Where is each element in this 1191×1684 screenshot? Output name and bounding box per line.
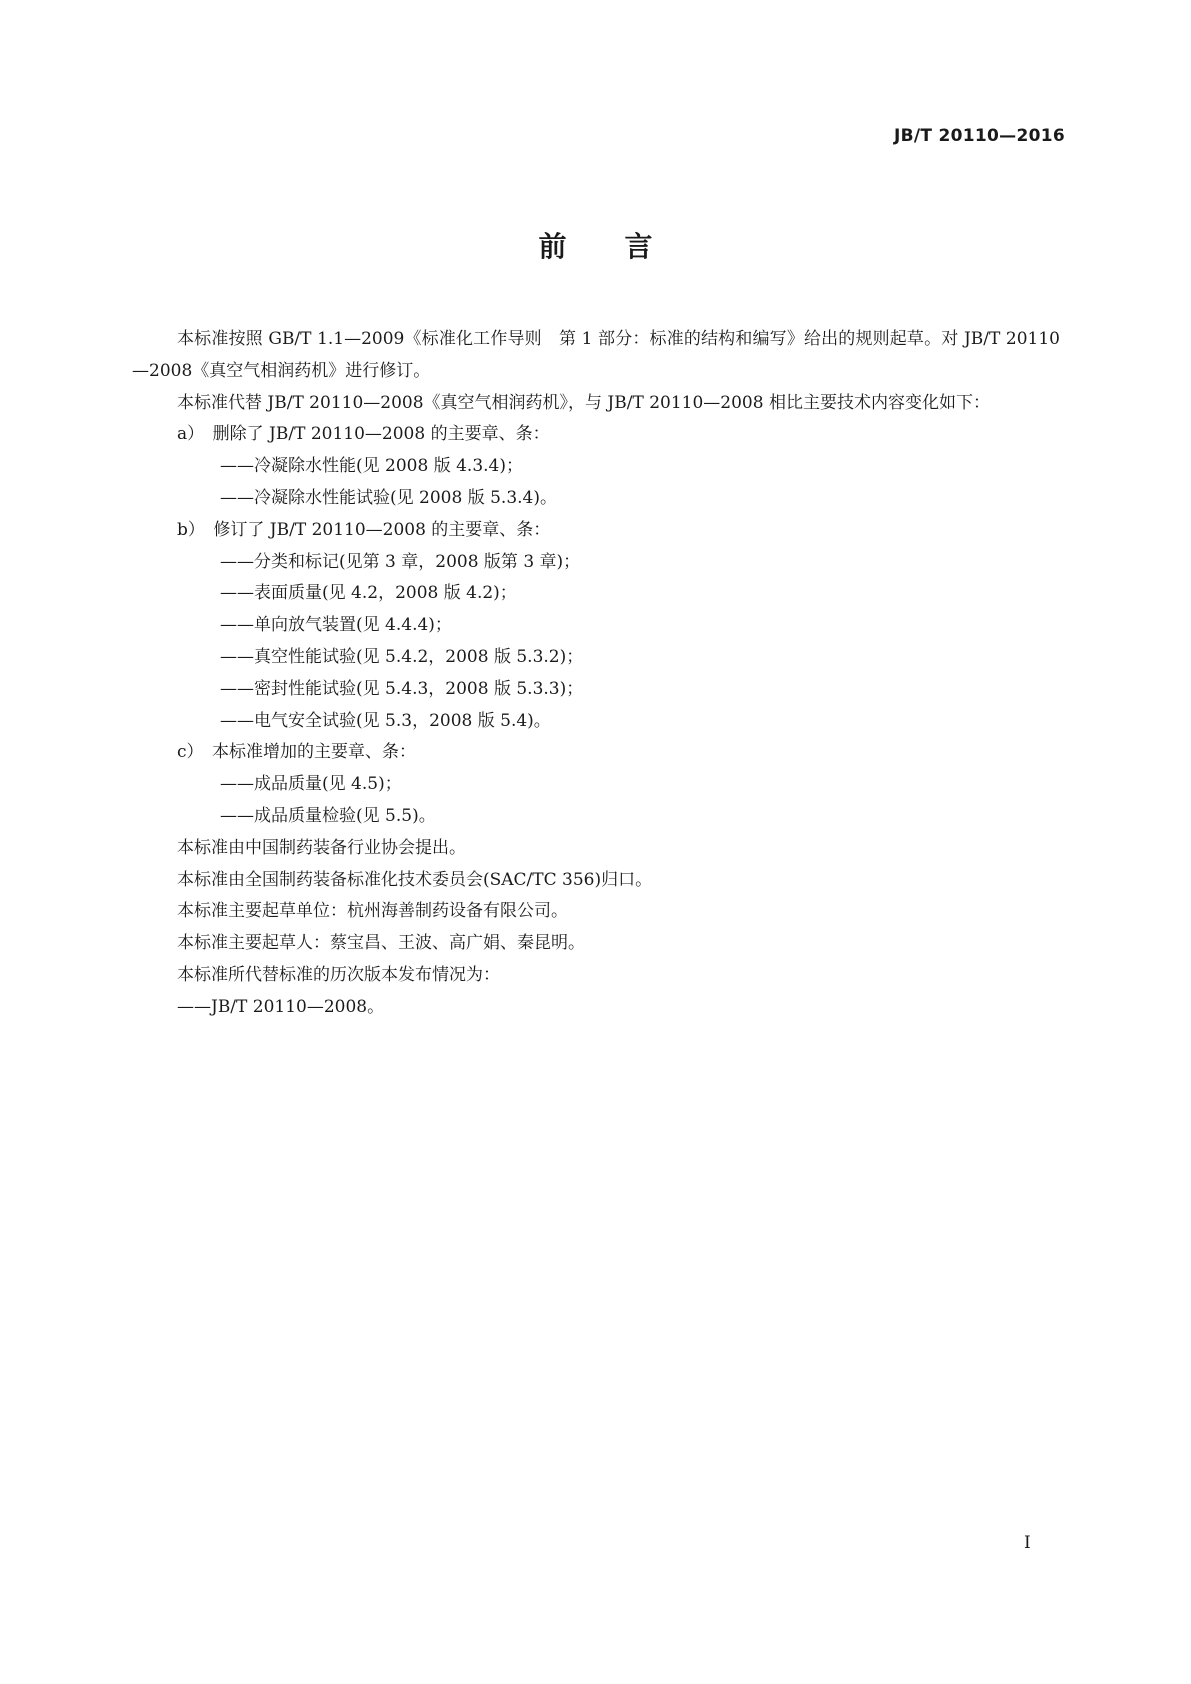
paragraph-replaces: 本标准代替 JB/T 20110—2008《真空气相润药机》，与 JB/T 20110—2008 相比主要技术内容变化如下： xyxy=(177,392,990,413)
paragraph-drafting-rules: 本标准按照 GB/T 1.1—2009《标准化工作导则 第 1 部分：标准的结构和编写》给出的规则起草。对 JB/T 20110—2008《真空气相润药机》进行修订。 xyxy=(132,329,1060,381)
standard-code: JB/T 20110—2016 xyxy=(894,126,1065,146)
list-item: ——冷凝除水性能试验(见 2008 版 5.3.4)。 xyxy=(220,487,557,508)
list-item: ——表面质量(见 4.2，2008 版 4.2)； xyxy=(220,583,517,604)
list-heading-c: c） 本标准增加的主要章、条： xyxy=(177,742,417,763)
list-item: ——成品质量(见 4.5)； xyxy=(220,774,402,795)
page-number: I xyxy=(1024,1533,1031,1553)
paragraph-history: 本标准所代替标准的历次版本发布情况为： xyxy=(177,964,500,985)
list-item: ——单向放气装置(见 4.4.4)； xyxy=(220,615,452,636)
paragraph-drafters: 本标准主要起草人：蔡宝昌、王波、高广娟、秦昆明。 xyxy=(177,933,585,954)
list-item: ——分类和标记(见第 3 章，2008 版第 3 章)； xyxy=(220,551,581,572)
list-item: ——JB/T 20110—2008。 xyxy=(177,996,385,1017)
list-heading-a: a） 删除了 JB/T 20110—2008 的主要章、条： xyxy=(177,424,550,445)
paragraph-committee: 本标准由全国制药装备标准化技术委员会(SAC/TC 356)归口。 xyxy=(177,869,653,890)
list-heading-b: b） 修订了 JB/T 20110—2008 的主要章、条： xyxy=(177,519,551,540)
list-item: ——冷凝除水性能(见 2008 版 4.3.4)； xyxy=(220,456,523,477)
list-item: ——真空性能试验(见 5.4.2，2008 版 5.3.2)； xyxy=(220,646,584,667)
list-item: ——电气安全试验(见 5.3，2008 版 5.4)。 xyxy=(220,710,551,731)
page-title: 前言 xyxy=(538,230,711,263)
list-item: ——密封性能试验(见 5.4.3，2008 版 5.3.3)； xyxy=(220,678,584,699)
list-item: ——成品质量检验(见 5.5)。 xyxy=(220,805,436,826)
foreword-body xyxy=(132,324,1060,1024)
paragraph-proposer: 本标准由中国制药装备行业协会提出。 xyxy=(177,837,466,858)
paragraph-drafting-unit: 本标准主要起草单位：杭州海善制药设备有限公司。 xyxy=(177,901,568,922)
